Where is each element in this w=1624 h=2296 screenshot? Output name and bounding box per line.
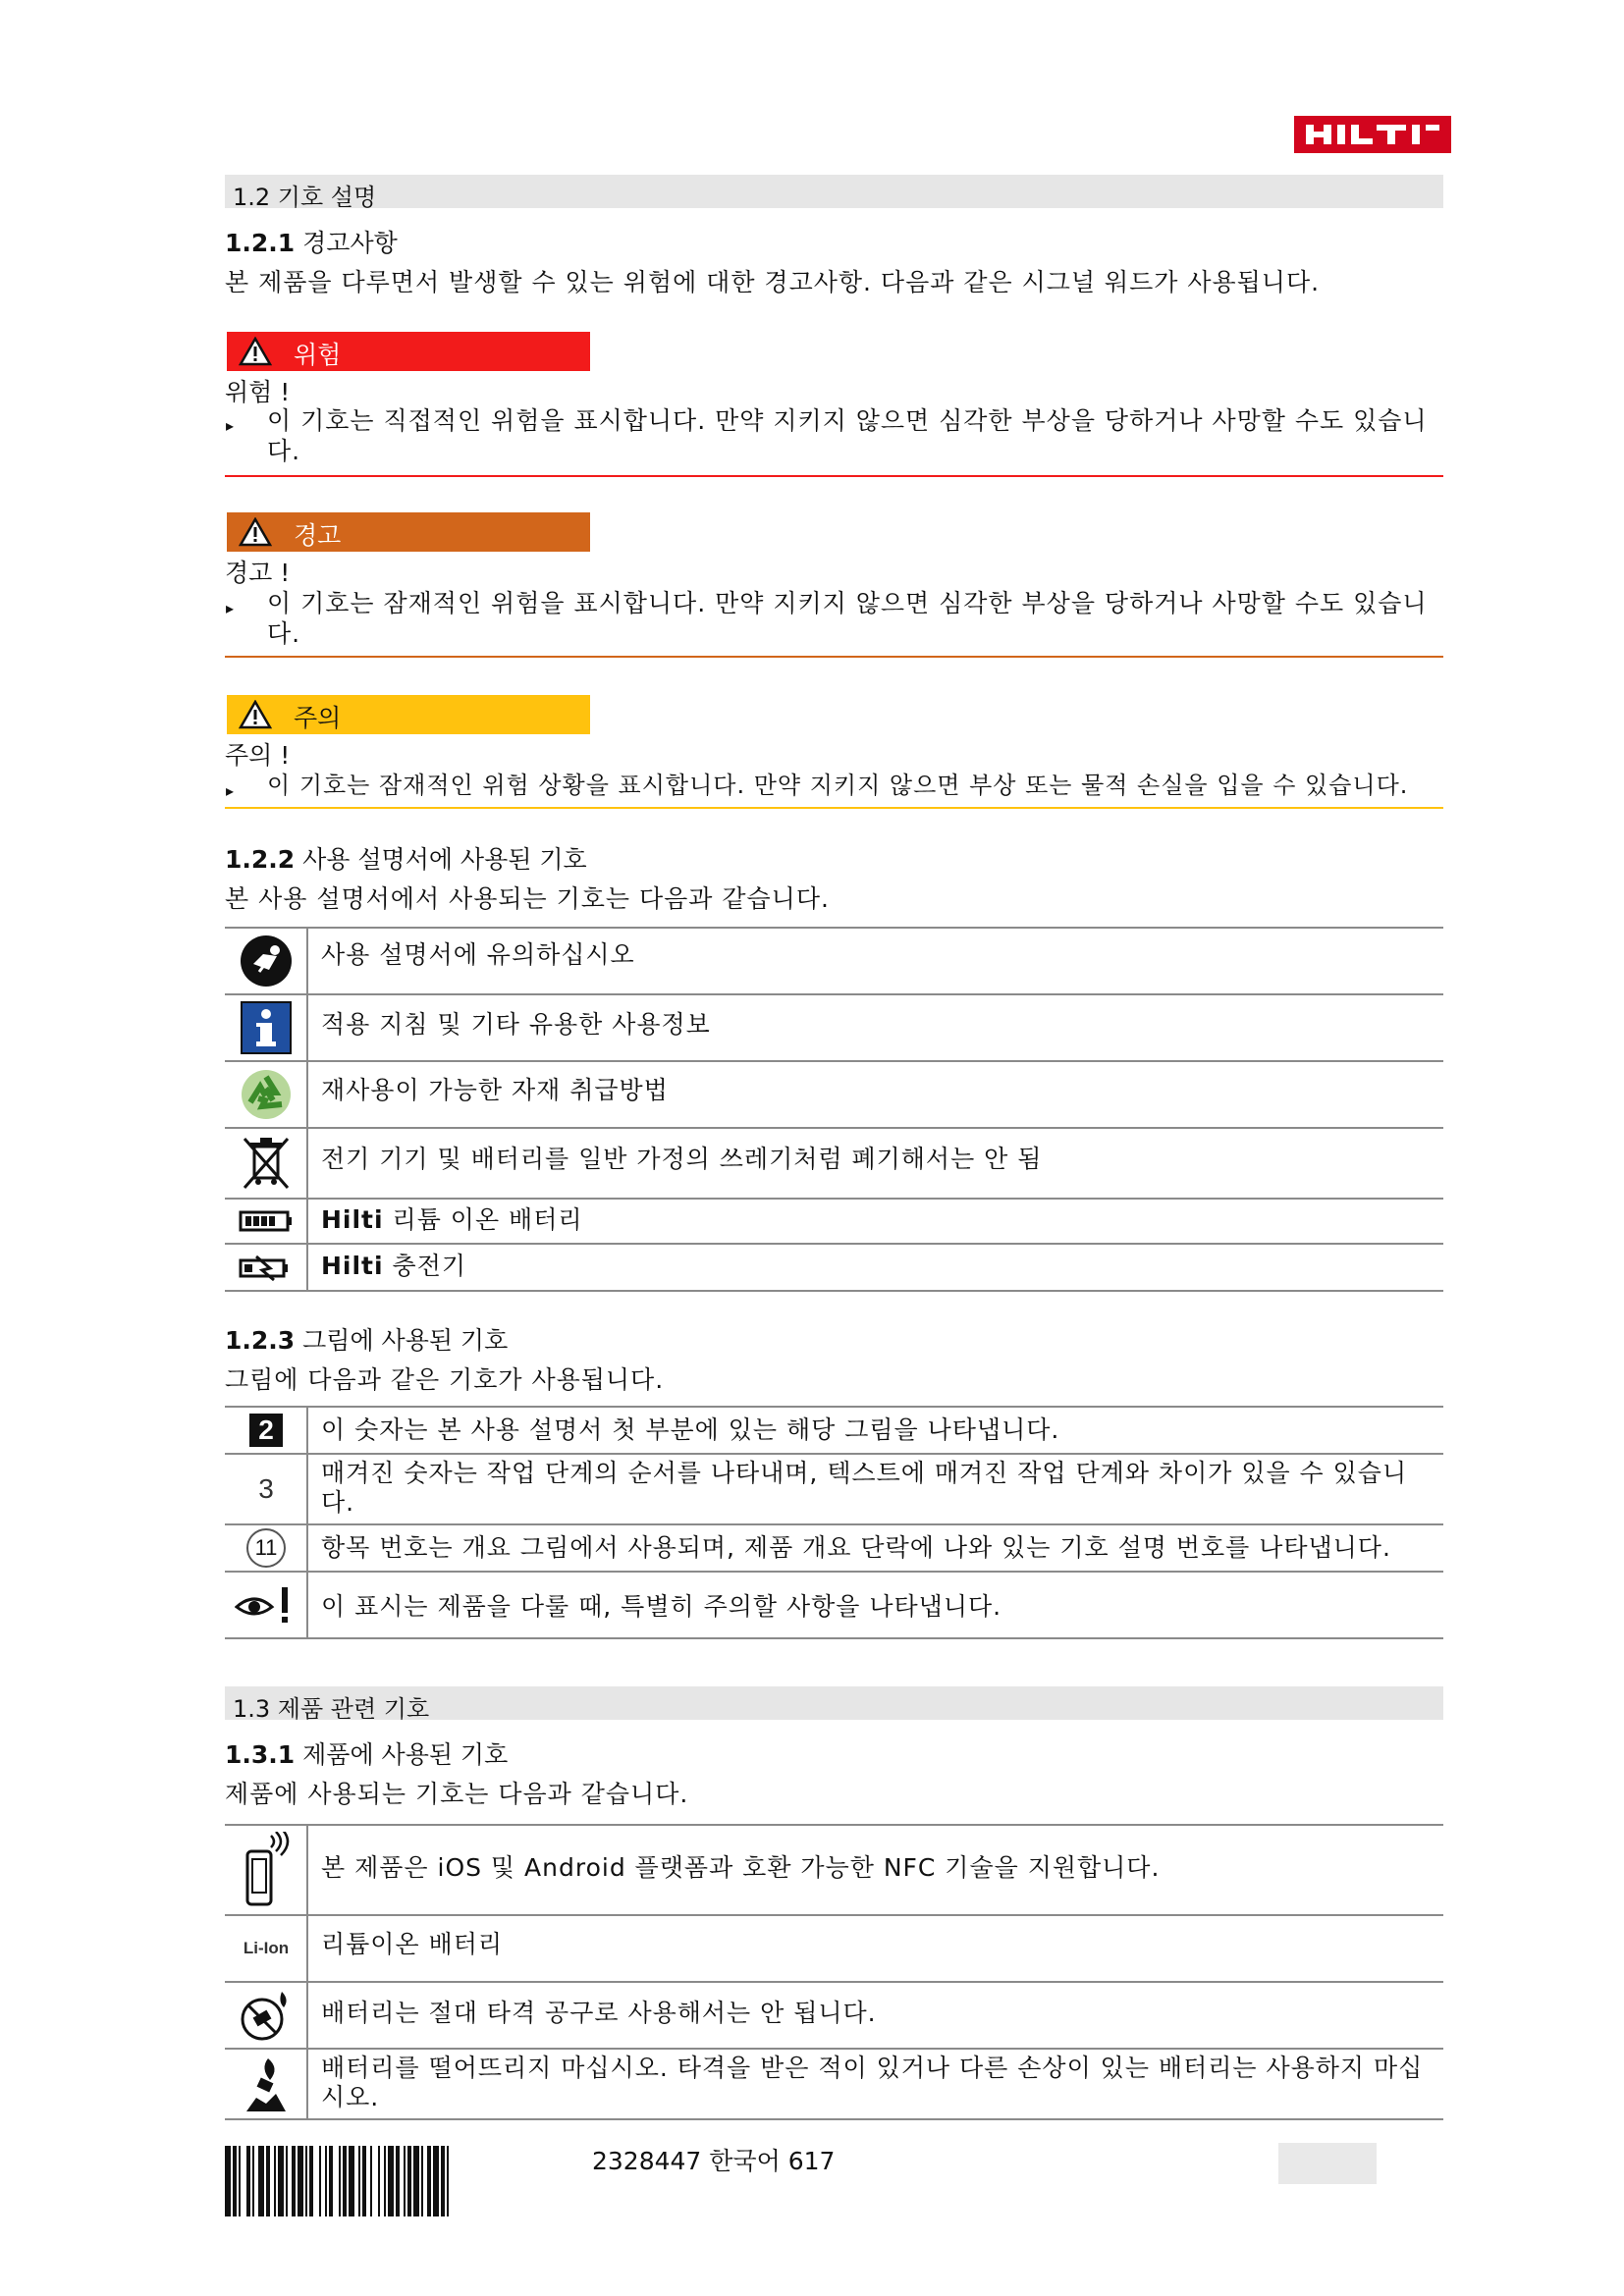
warning-triangle-icon xyxy=(239,700,272,729)
warning-text-line: 다. xyxy=(267,619,301,648)
subsection-heading-1-2-1 xyxy=(225,224,398,259)
caution-text xyxy=(267,771,1408,801)
manual-symbol-text xyxy=(321,1252,466,1281)
subsection-number: 1.2.2 xyxy=(225,845,296,874)
product-symbol-text: 본 제품은 iOS 및 Android 플랫폼과 호환 가능한 NFC 기술을 지원합니다. xyxy=(321,1853,1161,1882)
table-rule xyxy=(225,2118,1443,2120)
manual-symbol-label: 충전기 xyxy=(392,1252,466,1280)
product-symbol-text: 배터리는 절대 타격 공구로 사용해서는 안 됩니다. xyxy=(321,1999,877,2027)
figure-symbol-text xyxy=(321,1459,1407,1518)
subsection-heading-1-3-1 xyxy=(225,1735,508,1771)
subsection-title: 그림에 사용된 기호 xyxy=(302,1326,509,1355)
warning-text xyxy=(267,588,1428,649)
crossed-bin-icon xyxy=(232,1129,300,1198)
li-ion-glyph: Li-Ion xyxy=(243,1939,290,1957)
item-number-icon xyxy=(232,1525,300,1571)
subsection-number: 1.2.3 xyxy=(225,1326,296,1355)
table-rule xyxy=(225,1406,1443,1408)
warning-label: 경고 xyxy=(294,521,342,550)
manual-symbol-text: 재사용이 가능한 자재 취급방법 xyxy=(321,1076,669,1104)
table-column-rule xyxy=(306,1824,308,2120)
table-rule xyxy=(225,1824,1443,1826)
section-header-1-2 xyxy=(225,175,1443,211)
table-rule xyxy=(225,1637,1443,1639)
danger-label: 위험 xyxy=(294,341,342,369)
warning-triangle-icon xyxy=(239,517,272,547)
figure-symbol-text-line: 다. xyxy=(321,1488,355,1517)
bullet-arrow-icon: ▸ xyxy=(226,599,235,617)
warning-text-line: 이 기호는 잠재적인 위험을 표시합니다. 만약 지키지 않으면 심각한 부상을 당하거나 사망할 수도 있습니 xyxy=(267,589,1428,617)
manual-symbol-label: 리튬 이온 배터리 xyxy=(392,1205,583,1234)
table-rule xyxy=(225,2048,1443,2050)
table-rule xyxy=(225,1453,1443,1455)
danger-signal-bar xyxy=(227,332,590,371)
bullet-arrow-icon: ▸ xyxy=(226,781,235,800)
battery-icon xyxy=(232,1200,300,1243)
table-rule xyxy=(225,1981,1443,1983)
warning-rule xyxy=(225,656,1443,658)
manual-symbol-text xyxy=(321,1205,583,1235)
item-number-glyph: 11 xyxy=(246,1528,286,1568)
figure-symbol-text-line: 매겨진 숫자는 작업 단계의 순서를 나타내며, 텍스트에 매겨진 작업 단계와 차이가 있을 수 있습니 xyxy=(321,1459,1408,1487)
product-symbol-text-line: 배터리를 떨어뜨리지 마십시오. 타격을 받은 적이 있거나 다른 손상이 있는 배터리는 사용하지 마십 xyxy=(321,2054,1424,2082)
product-symbol-text-line: 시오. xyxy=(321,2083,380,2111)
subsection-title: 사용 설명서에 사용된 기호 xyxy=(302,845,587,874)
page-footer xyxy=(592,2142,835,2177)
nfc-phone-icon xyxy=(232,1826,300,1914)
manual-symbols-intro: 본 사용 설명서에서 사용되는 기호는 다음과 같습니다. xyxy=(225,884,830,913)
warnings-intro: 본 제품을 다루면서 발생할 수 있는 위험에 대한 경고사항. 다음과 같은 시그널 워드가 사용됩니다. xyxy=(225,268,1321,296)
figure-number-icon xyxy=(232,1408,300,1453)
do-not-drop-icon xyxy=(232,2050,300,2118)
recycle-icon xyxy=(232,1062,300,1127)
step-number-glyph: 3 xyxy=(258,1473,274,1504)
manual-symbol-text: 적용 지침 및 기타 유용한 사용정보 xyxy=(321,1010,711,1039)
product-symbol-text: 리튬이온 배터리 xyxy=(321,1930,503,1958)
danger-text-line: 이 기호는 직접적인 위험을 표시합니다. 만약 지키지 않으면 심각한 부상을 당하거나 사망할 수도 있습니 xyxy=(267,406,1428,435)
section-title: 1.3 제품 관련 기호 xyxy=(233,1695,430,1723)
table-column-rule xyxy=(306,1406,308,1639)
barcode xyxy=(225,2146,561,2216)
figure-symbols-intro: 그림에 다음과 같은 기호가 사용됩니다. xyxy=(225,1365,665,1394)
danger-text-line: 다. xyxy=(267,437,301,465)
page-number: 617 xyxy=(787,2147,836,2175)
warning-heading: 경고 ! xyxy=(225,559,291,587)
subsection-title: 제품에 사용된 기호 xyxy=(302,1740,509,1769)
table-rule xyxy=(225,1290,1443,1292)
caution-heading: 주의 ! xyxy=(225,741,291,770)
charger-icon xyxy=(232,1245,300,1290)
table-rule xyxy=(225,1060,1443,1062)
figure-symbol-text: 이 표시는 제품을 다룰 때, 특별히 주의할 사항을 나타냅니다. xyxy=(321,1592,1002,1621)
no-impact-tool-icon xyxy=(232,1983,300,2048)
subsection-number: 1.3.1 xyxy=(225,1740,296,1769)
attention-eye-icon xyxy=(232,1573,300,1637)
info-icon xyxy=(232,995,300,1060)
table-rule xyxy=(225,993,1443,995)
figure-number-glyph: 2 xyxy=(249,1414,283,1447)
warning-triangle-icon xyxy=(239,337,272,366)
table-rule xyxy=(225,1198,1443,1200)
section-title: 1.2 기호 설명 xyxy=(233,184,377,211)
subsection-heading-1-2-3 xyxy=(225,1321,508,1357)
caution-label: 주의 xyxy=(294,704,342,732)
table-rule xyxy=(225,1914,1443,1916)
subsection-heading-1-2-2 xyxy=(225,840,587,876)
table-rule xyxy=(225,1127,1443,1129)
caution-rule xyxy=(225,807,1443,809)
danger-rule xyxy=(225,475,1443,477)
table-rule xyxy=(225,1243,1443,1245)
table-rule xyxy=(225,1523,1443,1525)
product-symbols-intro: 제품에 사용되는 기호는 다음과 같습니다. xyxy=(225,1780,689,1808)
section-header-1-3 xyxy=(225,1686,1443,1723)
caution-text-line: 이 기호는 잠재적인 위험 상황을 표시합니다. 만약 지키지 않으면 부상 또는 물적 손실을 입을 수 있습니다. xyxy=(267,772,1409,799)
bullet-arrow-icon: ▸ xyxy=(226,416,235,435)
subsection-number: 1.2.1 xyxy=(225,229,296,257)
language-label: 한국어 xyxy=(709,2147,781,2175)
footer-box xyxy=(1278,2143,1377,2184)
manual-symbol-text: 사용 설명서에 유의하십시오 xyxy=(321,940,635,969)
step-number-icon xyxy=(232,1455,300,1523)
table-rule xyxy=(225,1571,1443,1573)
manual-symbol-text: 전기 기기 및 배터리를 일반 가정의 쓰레기처럼 폐기해서는 안 됨 xyxy=(321,1145,1043,1173)
warning-signal-bar xyxy=(227,512,590,552)
table-rule xyxy=(225,927,1443,929)
read-manual-icon xyxy=(232,929,300,993)
table-column-rule xyxy=(306,927,308,1292)
subsection-title: 경고사항 xyxy=(302,229,398,257)
danger-heading: 위험 ! xyxy=(225,378,291,406)
figure-symbol-text: 이 숫자는 본 사용 설명서 첫 부분에 있는 해당 그림을 나타냅니다. xyxy=(321,1415,1060,1444)
danger-text xyxy=(267,405,1428,466)
document-number: 2328447 xyxy=(592,2147,702,2175)
brand-name: Hilti xyxy=(321,1205,384,1234)
li-ion-icon xyxy=(232,1916,300,1981)
caution-signal-bar xyxy=(227,695,590,734)
brand-name: Hilti xyxy=(321,1252,384,1280)
figure-symbol-text: 항목 번호는 개요 그림에서 사용되며, 제품 개요 단락에 나와 있는 기호 설명 번호를 나타냅니다. xyxy=(321,1533,1391,1562)
product-symbol-text xyxy=(321,2054,1423,2112)
hilti-logo xyxy=(1294,116,1451,153)
